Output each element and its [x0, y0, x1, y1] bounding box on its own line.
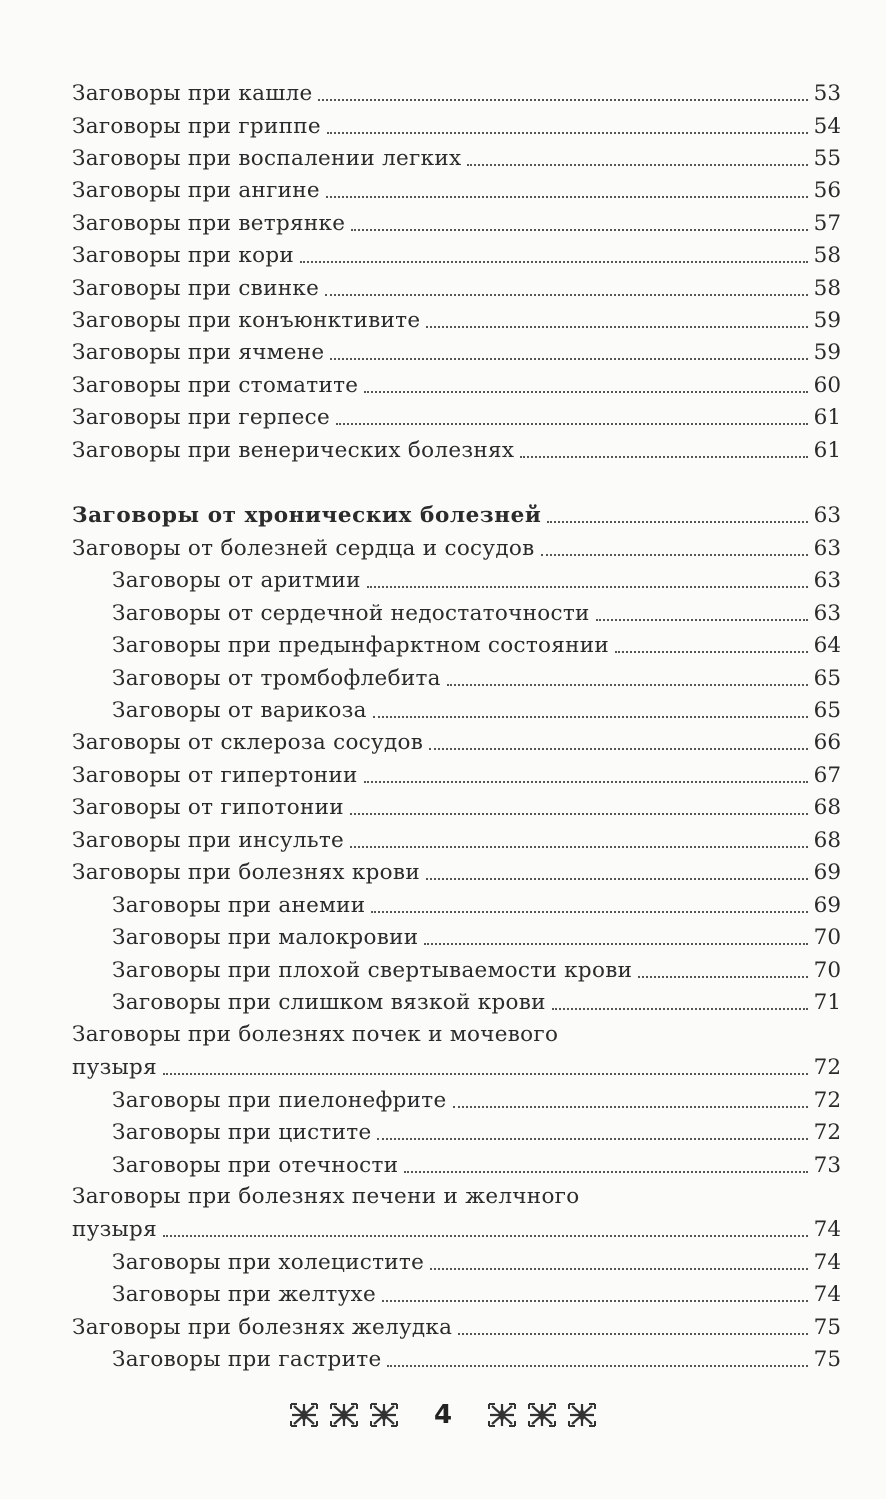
toc-subrow [112, 1242, 841, 1276]
toc-title: Заговоры при анемии [112, 893, 366, 918]
dot-leader [596, 619, 808, 621]
toc-title: Заговоры от гипотонии [72, 795, 344, 820]
toc-page: 68 [813, 828, 841, 853]
toc-page: 63 [813, 503, 841, 528]
toc-title: Заговоры при болезнях желудка [72, 1315, 453, 1340]
dot-leader [350, 813, 808, 815]
toc-title: Заговоры при цистите [112, 1120, 372, 1145]
toc-title: Заговоры при желтухе [112, 1282, 376, 1307]
toc-page: 60 [813, 373, 841, 398]
snowflake-ornament-icon [487, 1402, 517, 1428]
toc-subrow [112, 885, 841, 919]
toc-subrow [112, 690, 841, 724]
toc-page: 72 [813, 1055, 841, 1080]
toc-title: Заговоры при гастрите [112, 1347, 382, 1372]
dot-leader [467, 164, 807, 166]
toc-page: 65 [813, 666, 841, 691]
dot-leader [350, 846, 808, 848]
toc-subrow [112, 1112, 841, 1146]
toc-title-line: Заговоры при болезнях почек и мочевого [72, 1022, 559, 1047]
toc-row [72, 138, 841, 172]
toc-title: Заговоры от сердечной недостаточности [112, 601, 590, 626]
toc-title: Заговоры при болезнях крови [72, 860, 420, 885]
dot-leader [318, 99, 807, 101]
dot-leader [520, 456, 807, 458]
toc-row [72, 203, 841, 237]
toc-title: Заговоры от тромбофлебита [112, 666, 441, 691]
dot-leader [367, 586, 808, 588]
dot-leader [326, 196, 808, 198]
toc-title: Заговоры при стоматите [72, 373, 359, 398]
snowflake-ornament-icon [289, 1402, 319, 1428]
toc-title: Заговоры при пиелонефрите [112, 1088, 447, 1113]
toc-row [72, 397, 841, 431]
toc-row [72, 722, 841, 756]
toc-title: Заговоры при герпесе [72, 405, 331, 430]
dot-leader [373, 716, 808, 718]
toc-page: 68 [813, 795, 841, 820]
toc-row [72, 73, 841, 107]
dot-leader [300, 261, 808, 263]
toc-subrow [112, 917, 841, 951]
toc-row [72, 170, 841, 204]
toc-page: 58 [813, 243, 841, 268]
toc-page: 74 [813, 1217, 841, 1242]
toc-title: Заговоры при холецистите [112, 1250, 425, 1275]
toc-row [72, 235, 841, 269]
snowflake-ornament-icon [369, 1402, 399, 1428]
dot-leader [541, 554, 808, 556]
toc-row [72, 755, 841, 789]
toc-page: 72 [813, 1088, 841, 1113]
toc-title: Заговоры при отечности [112, 1153, 399, 1178]
dot-leader [404, 1171, 807, 1173]
dot-leader [638, 976, 807, 978]
toc-subrow [112, 560, 841, 594]
dot-leader [330, 358, 807, 360]
dot-leader [426, 326, 807, 328]
page-number: 4 [433, 1400, 453, 1430]
dot-leader [547, 521, 807, 523]
dot-leader [351, 229, 807, 231]
toc-title: Заговоры при кашле [72, 81, 313, 106]
dot-leader [424, 943, 807, 945]
dot-leader [458, 1333, 807, 1335]
dot-leader [364, 391, 807, 393]
toc-title: Заговоры от болезней сердца и сосудов [72, 536, 535, 561]
toc-title: Заговоры при плохой свертываемости крови [112, 958, 633, 983]
toc-title: Заговоры от склероза сосудов [72, 730, 424, 755]
toc-row [72, 1307, 841, 1341]
toc-page: 59 [813, 340, 841, 365]
toc-subrow [112, 982, 841, 1016]
toc-title: Заговоры при кори [72, 243, 295, 268]
toc-title: Заговоры при ангине [72, 178, 320, 203]
toc-page: 61 [813, 405, 841, 430]
toc-title: Заговоры при воспалении легких [72, 146, 462, 171]
toc-page: 55 [813, 146, 841, 171]
dot-leader [552, 1008, 808, 1010]
snowflake-ornament-icon [329, 1402, 359, 1428]
toc-subrow [112, 1145, 841, 1179]
toc-title: Заговоры при ветрянке [72, 211, 346, 236]
toc-title: Заговоры при венерических болезнях [72, 438, 515, 463]
toc-page: 58 [813, 276, 841, 301]
toc-page: 56 [813, 178, 841, 203]
page-footer [0, 1400, 886, 1430]
toc-page: 67 [813, 763, 841, 788]
toc-subrow [112, 1339, 841, 1373]
toc-page: 57 [813, 211, 841, 236]
toc-page: 69 [813, 860, 841, 885]
toc-page: 75 [813, 1315, 841, 1340]
toc-page: 71 [813, 990, 841, 1015]
toc-row [72, 106, 841, 140]
dot-leader [453, 1106, 808, 1108]
toc-title: Заговоры при предынфарктном состоянии [112, 633, 610, 658]
dot-leader [336, 423, 808, 425]
toc-page: 64 [813, 633, 841, 658]
dot-leader [371, 911, 807, 913]
dot-leader [426, 878, 808, 880]
toc-title-line: Заговоры при болезнях печени и желчного [72, 1184, 580, 1209]
dot-leader [387, 1365, 807, 1367]
dot-leader [364, 781, 808, 783]
snowflake-ornament-icon [527, 1402, 557, 1428]
toc-row [72, 852, 841, 886]
toc-page: 63 [813, 568, 841, 593]
toc-page: 74 [813, 1250, 841, 1275]
toc-row [72, 787, 841, 821]
toc-page: 70 [813, 925, 841, 950]
toc-page: 69 [813, 893, 841, 918]
dot-leader [377, 1138, 807, 1140]
toc-title: Заговоры при конъюнктивите [72, 308, 421, 333]
toc-page: 63 [813, 536, 841, 561]
toc-page: 54 [813, 114, 841, 139]
toc-page: 65 [813, 698, 841, 723]
snowflake-ornament-icon [567, 1402, 597, 1428]
toc-page: 70 [813, 958, 841, 983]
section-heading-row [72, 495, 841, 529]
dot-leader [429, 748, 807, 750]
toc-title: Заговоры при свинке [72, 276, 320, 301]
toc-subrow [112, 950, 841, 984]
toc-row [72, 528, 841, 562]
toc-row [72, 300, 841, 334]
toc-row [72, 1047, 841, 1081]
dot-leader [430, 1268, 808, 1270]
toc-page: 73 [813, 1153, 841, 1178]
toc-title: Заговоры при инсульте [72, 828, 345, 853]
toc-title: пузыря [72, 1055, 157, 1080]
toc-title: Заговоры при ячмене [72, 340, 325, 365]
dot-leader [447, 684, 808, 686]
toc-page: 72 [813, 1120, 841, 1145]
dot-leader [325, 294, 808, 296]
toc-subrow [112, 658, 841, 692]
toc-subrow [112, 1080, 841, 1114]
toc-row [72, 1209, 841, 1243]
toc-title: пузыря [72, 1217, 157, 1242]
toc-title: Заговоры при гриппе [72, 114, 321, 139]
toc-page: 66 [813, 730, 841, 755]
toc-title: Заговоры при слишком вязкой крови [112, 990, 546, 1015]
toc-row [72, 365, 841, 399]
toc-page: 61 [813, 438, 841, 463]
toc-row [72, 430, 841, 464]
dot-leader [163, 1235, 808, 1237]
dot-leader [615, 651, 808, 653]
dot-leader [327, 132, 808, 134]
toc-page: 53 [813, 81, 841, 106]
toc-page: 63 [813, 601, 841, 626]
toc-page: 74 [813, 1282, 841, 1307]
toc-page: 59 [813, 308, 841, 333]
toc-row [72, 820, 841, 854]
toc-row [72, 332, 841, 366]
toc-subrow [112, 625, 841, 659]
toc-subrow [112, 1274, 841, 1308]
dot-leader [382, 1300, 808, 1302]
toc-title: Заговоры при малокровии [112, 925, 419, 950]
toc-title: Заговоры от аритмии [112, 568, 361, 593]
dot-leader [163, 1073, 808, 1075]
toc-row [72, 268, 841, 302]
toc-subrow [112, 593, 841, 627]
toc-title: Заговоры от гипертонии [72, 763, 358, 788]
toc-title: Заговоры от варикоза [112, 698, 367, 723]
toc-page: 75 [813, 1347, 841, 1372]
section-heading: Заговоры от хронических болезней [72, 503, 542, 528]
